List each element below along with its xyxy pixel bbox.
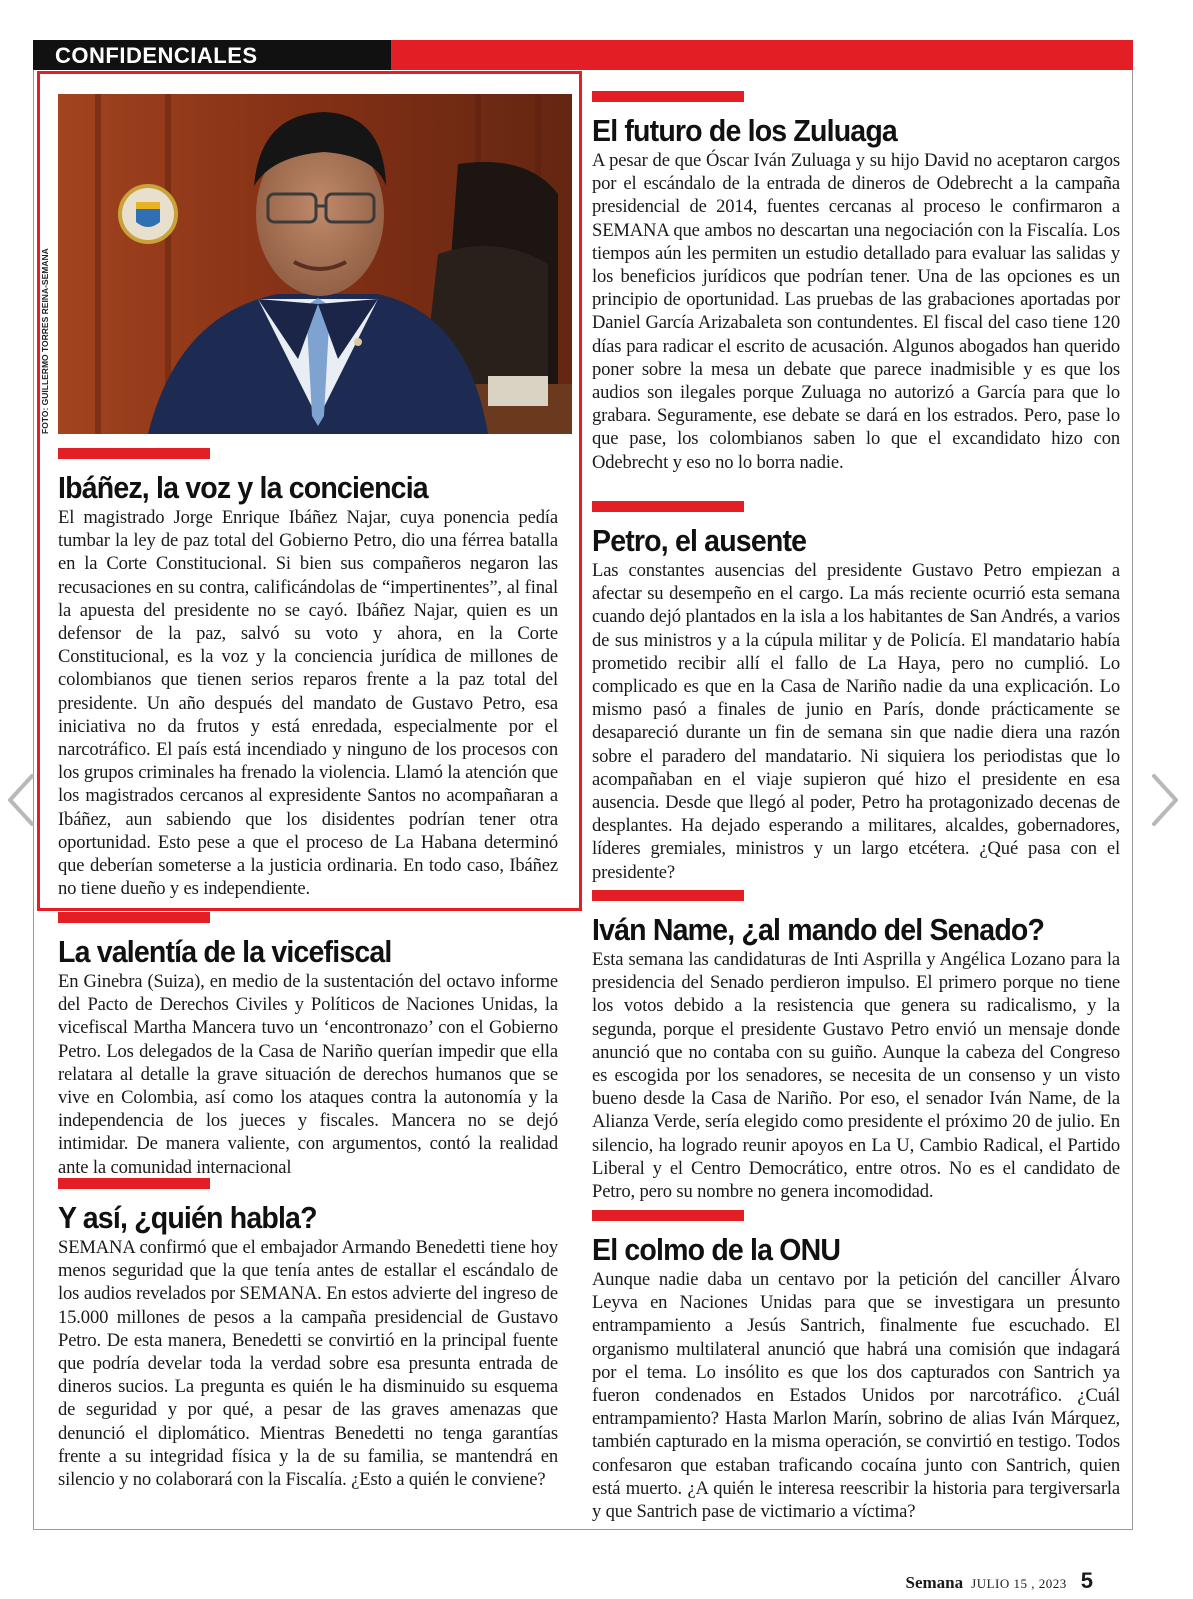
article-vicefiscal [58, 912, 558, 1179]
article-body: El magistrado Jorge Enrique Ibáñez Najar, cuya ponencia pedía tumbar la ley de paz total del Gobierno Petro, dio una férrea batalla en la Corte Constitucional. Si bien sus compañeros negaron las recusaciones en su contra, calificándolas de “impertinentes”, al final la apuesta del presidente no se cayó. Ibáñez Najar, quien es un defensor de la paz, salvó su voto y ahora, en la Corte Constitucional, es la voz y la conciencia jurídica de millones de colombianos que tienen serios reparos frente a la paz total del presidente. Un año después del mandato de Gustavo Petro, esa iniciativa no da frutos y está enredada, especialmente por el narcotráfico. El país está incendiado y ninguno de los procesos con los grupos criminales ha frenado la violencia. Llamó la atención que los magistrados cercanos al expresidente Santos no acompañaran a Ibáñez, aun sabiendo que los disidentes podrían tener otra oportunidad. Esto pese a que el proceso de La Habana determinó que deberían someterse a la justicia ordinaria. En todo caso, Ibáñez no tiene dueño y es independiente. [58, 507, 558, 900]
article-title: Ibáñez, la voz y la conciencia [58, 470, 428, 505]
article-body: Esta semana las candidaturas de Inti Asprilla y Angélica Lozano para la presidencia del Senado perdieron impulso. El primero porque no tiene los votos debido a la resistencia que genera su radicalismo, y la segunda, porque el presidente Gustavo Petro envió un mensaje donde anunció que no contaba con su guiño. Aunque la cabeza del Congreso es escogida por los senadores, se necesita de un consenso y un visto bueno desde la Casa de Nariño. Por eso, el senador Iván Name, de la Alianza Verde, sería elegido como presidente el próximo 20 de julio. En silencio, ha logrado reunir apoyos en La U, Cambio Radical, el Partido Liberal y el Centro Democrático, entre otros. No es el candidato de Petro, pero su nombre no genera incomodidad. [592, 949, 1120, 1203]
article-body: En Ginebra (Suiza), en medio de la sustentación del octavo informe del Pacto de Derechos Civiles y Políticos de Naciones Unidas, la vicefiscal Martha Mancera tuvo un ‘encontronazo’ con el Gobierno Petro. Los delegados de la Casa de Nariño querían impedir que ella relatara al detalle la grave situación de derechos humanos que se vive en Colombia, así como los ataques contra la autonomía y la independencia de los jueces y fiscales. Mancera no se dejó intimidar. De manera valiente, con argumentos, contó la realidad ante la comunidad internacional [58, 971, 558, 1178]
article-title: La valentía de la vicefiscal [58, 934, 392, 969]
article-zuluaga [592, 91, 1120, 474]
article-body: SEMANA confirmó que el embajador Armando Benedetti tiene hoy menos seguridad que la que tenía antes de estallar el escándalo de los audios revelados por SEMANA. En estos advierte del ingreso de 15.000 millones de pesos a la campaña presidencial de Gustavo Petro. De esta manera, Benedetti se convirtió en la principal fuente que podría develar toda la verdad sobre esa presunta entrada de dineros sucios. La pregunta es quién le ha disminuido su esquema de seguridad y por qué, a pesar de las graves amenazas que denunció el diplomático. Mientras Benedetti no tenga garantías frente a su integridad física y la de su familia, se mantendrá en silencio y no colaborará con la Fiscalía. ¿Esto a quién le conviene? [58, 1237, 558, 1491]
chevron-left-icon[interactable] [4, 770, 38, 830]
article-title: El futuro de los Zuluaga [592, 113, 897, 148]
kicker-bar [592, 501, 744, 512]
article-title: El colmo de la ONU [592, 1232, 841, 1267]
article-title: Y así, ¿quién habla? [58, 1200, 317, 1235]
issue-date: JULIO 15 , 2023 [971, 1576, 1067, 1591]
kicker-bar [58, 912, 210, 923]
article-quien-habla [58, 1178, 558, 1491]
article-body: Aunque nadie daba un centavo por la petición del canciller Álvaro Leyva en Naciones Unidas para que se investigara un presunto entrampamiento a Jesús Santrich, finalmente fue escuchado. El organismo multilateral anunció que habrá una comisión que indagará por el tema. Lo insólito es que los dos capturados con Santrich ya fueron condenados en Estados Unidos por narcotráfico. ¿Cuál entrampamiento? Hasta Marlon Marín, sobrino de alias Iván Márquez, también capturado en la misma operación, se convirtió en testigo. Todos confesaron que estaban traficando cocaína junto con Santrich, quien está muerto. ¿A quién le interesa reescribir la historia para tergiversarla y que Santrich pase de victimario a víctima? [592, 1269, 1120, 1523]
article-title: Iván Name, ¿al mando del Senado? [592, 912, 1045, 947]
article-title: Petro, el ausente [592, 523, 807, 558]
portrait-photo [58, 94, 572, 434]
page-number: 5 [1080, 1568, 1093, 1593]
kicker-bar [58, 1178, 210, 1189]
article-body: Las constantes ausencias del presidente Gustavo Petro empiezan a afectar su desempeño en el cargo. La más reciente ocurrió esta semana cuando dejó plantados en la isla a los habitantes de San Andrés, a varios de sus ministros y a la cúpula militar y de Policía. El mandatario había prometido recibir allí el fallo de La Haya, pero no cumplió. Lo complicado es que en la Casa de Nariño nadie da una explicación. Lo mismo pasó a finales de junio en París, donde prácticamente se desapareció durante un fin de semana sin que nadie diera una razón sobre el paradero del mandatario. Ni siquiera los periodistas que lo acompañaban en el viaje supieron qué hizo el presidente en esa ausencia. Desde que llegó al poder, Petro ha protagonizado decenas de desplantes. Ha dejado esperando a militares, alcaldes, gobernadores, líderes gremiales, ministros y un largo etcétera. ¿Qué pasa con el presidente? [592, 560, 1120, 883]
kicker-bar [592, 890, 744, 901]
article-petro-ausente [592, 501, 1120, 884]
kicker-bar [592, 91, 744, 102]
chevron-right-icon[interactable] [1148, 770, 1182, 830]
kicker-bar [592, 1210, 744, 1221]
kicker-bar [58, 448, 210, 459]
article-onu [592, 1210, 1120, 1523]
page-footer [906, 1568, 1093, 1594]
section-label: CONFIDENCIALES [33, 40, 391, 70]
article-ibanez [58, 448, 558, 900]
article-ivan-name [592, 890, 1120, 1203]
article-body: A pesar de que Óscar Iván Zuluaga y su hijo David no aceptaron cargos por el escándalo de la entrada de dineros de Odebrecht a la campaña presidencial de 2014, fuentes cercanas al proceso le confirmaron a SEMANA que ambos no descartan una negociación con la Fiscalía. Los tiempos aún les permiten un estudio detallado para evaluar las salidas y los beneficios jurídicos que podrían tener. Una de las opciones es un principio de oportunidad. Las pruebas de las grabaciones aportadas por Daniel García Arizabaleta son contundentes. El fiscal del caso tiene 120 días para radicar el escrito de acusación. Algunos abogados han querido poner sobre la mesa un debate que parece inadmisible y es que los audios son ilegales porque Zuluaga no autorizó a García para que lo grabara. Seguramente, ese debate se dará en los estrados. Pero, pase lo que pase, los colombianos saben lo que el excandidato hizo con Odebrecht y eso no lo borra nadie. [592, 150, 1120, 473]
magazine-name: Semana [905, 1573, 964, 1592]
